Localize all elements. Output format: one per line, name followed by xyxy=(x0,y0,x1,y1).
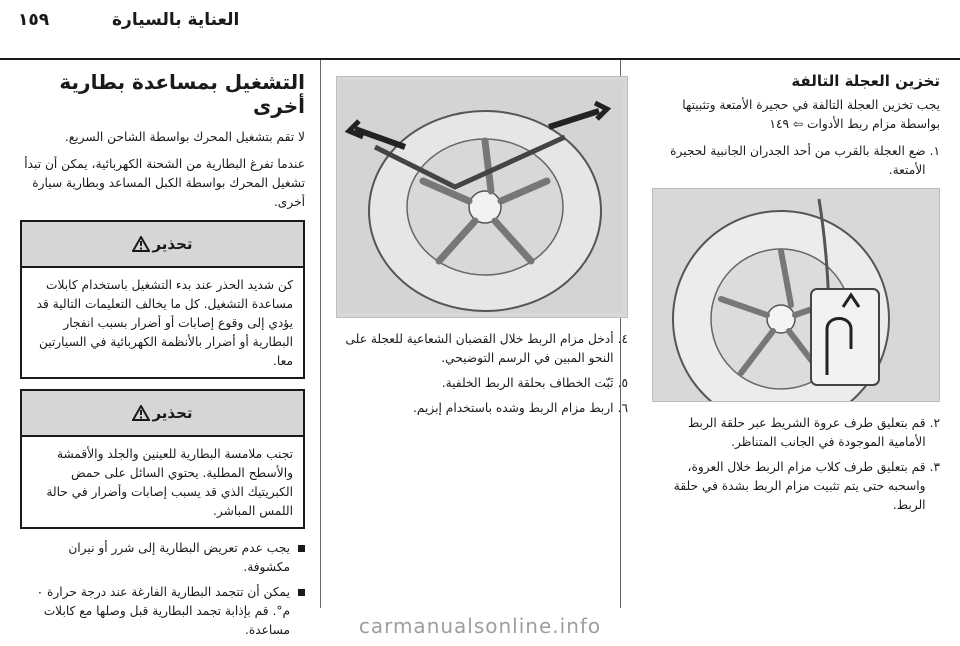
section-heading-jump-start: التشغيل بمساعدة بطارية أخرى xyxy=(59,70,305,118)
wheel-in-trunk-illustration xyxy=(336,76,628,318)
header-title: العناية بالسيارة xyxy=(112,10,240,30)
step-5: ٥. ثَبّت الخطاف بحلقة الربط الخلفية. xyxy=(441,376,628,390)
left-column xyxy=(20,60,305,646)
column-divider-left xyxy=(320,60,321,608)
step-6: ٦. اربط مزام الربط وشده باستخدام إبزيم. xyxy=(413,401,628,415)
bullet-item: يجب عدم تعريض البطارية إلى شرر أو نيران مكشوفة. xyxy=(20,539,305,577)
warning-box-1 xyxy=(20,220,305,379)
jump-start-para-1: لا تقم بتشغيل المحرك بواسطة الشاحن السريع. xyxy=(64,130,305,144)
warning-triangle-icon xyxy=(132,405,150,421)
warning-header xyxy=(22,222,303,268)
step-2: ٢. قم بتعليق طرف عروة الشريط عبر حلقة الربط الأمامية الموجودة في الجانب المتناظر. xyxy=(687,416,940,449)
step-1: ١. ضع العجلة بالقرب من أحد الجدران الجانبية لحجيرة الأمتعة. xyxy=(670,144,940,177)
warning-header xyxy=(22,391,303,437)
warning-text: تجنب ملامسة البطارية للعينين والجلد والأقمشة والأسطح المطلية. يحتوي السائل على حمض الكبريتيك الذي قد يسبب إصابات وأضرار في حالة اللمس المباشر. xyxy=(46,447,293,518)
watermark: carmanualsonline.info xyxy=(358,614,602,638)
warning-label: تحذير xyxy=(152,235,193,253)
warning-text: كن شديد الحذر عند بدء التشغيل باستخدام كابلات مساعدة التشغيل. كل ما يخالف التعليمات التالية قد يؤدي إلى وقوع إصابات أو أضرار بسبب انفجار البطارية أو أضرار بالأنظمة الكهربائية في السيارتين معا. xyxy=(36,278,293,368)
right-column xyxy=(652,60,940,521)
trunk-illustration-svg xyxy=(335,77,627,317)
wheel-illustration-svg xyxy=(651,189,939,401)
bullet-item: يمكن أن تتجمد البطارية الفارغة عند درجة حرارة ٠ م°. قم بإذابة تجمد البطارية قبل وصلها مع كابلات مساعدة. xyxy=(20,583,305,640)
jump-start-para-2: عندما تفرغ البطارية من الشحنة الكهربائية، يمكن أن تبدأ تشغيل المحرك بواسطة الكبل المساعد وبطارية سيارة أخرى. xyxy=(24,157,305,209)
middle-column xyxy=(336,60,628,424)
page-header xyxy=(0,8,960,38)
bullet-square-icon xyxy=(298,545,305,552)
warning-triangle-icon xyxy=(132,236,150,252)
step-3: ٣. قم بتعليق طرف كلاب مزام الربط خلال العروة، واسحبه حتى يتم تثبيت مزام الربط بشدة في حلقة الربط. xyxy=(673,460,940,512)
intro-text: يجب تخزين العجلة التالفة في حجيرة الأمتعة وتثبيتها بواسطة مزام ربط الأدوات ⇦ ١٤٩ xyxy=(682,98,940,131)
warning-box-2 xyxy=(20,389,305,529)
bullet-square-icon xyxy=(298,589,305,596)
wheel-strap-illustration xyxy=(652,188,940,402)
warning-label: تحذير xyxy=(152,404,193,422)
page-number: ١٥٩ xyxy=(18,10,50,30)
section-heading-damaged-wheel: تخزين العجلة التالفة xyxy=(791,72,940,90)
step-4: ٤. أدخل مزام الربط خلال القضبان الشعاعية للعجلة على النحو المبين في الرسم التوضيحي. xyxy=(345,332,628,365)
